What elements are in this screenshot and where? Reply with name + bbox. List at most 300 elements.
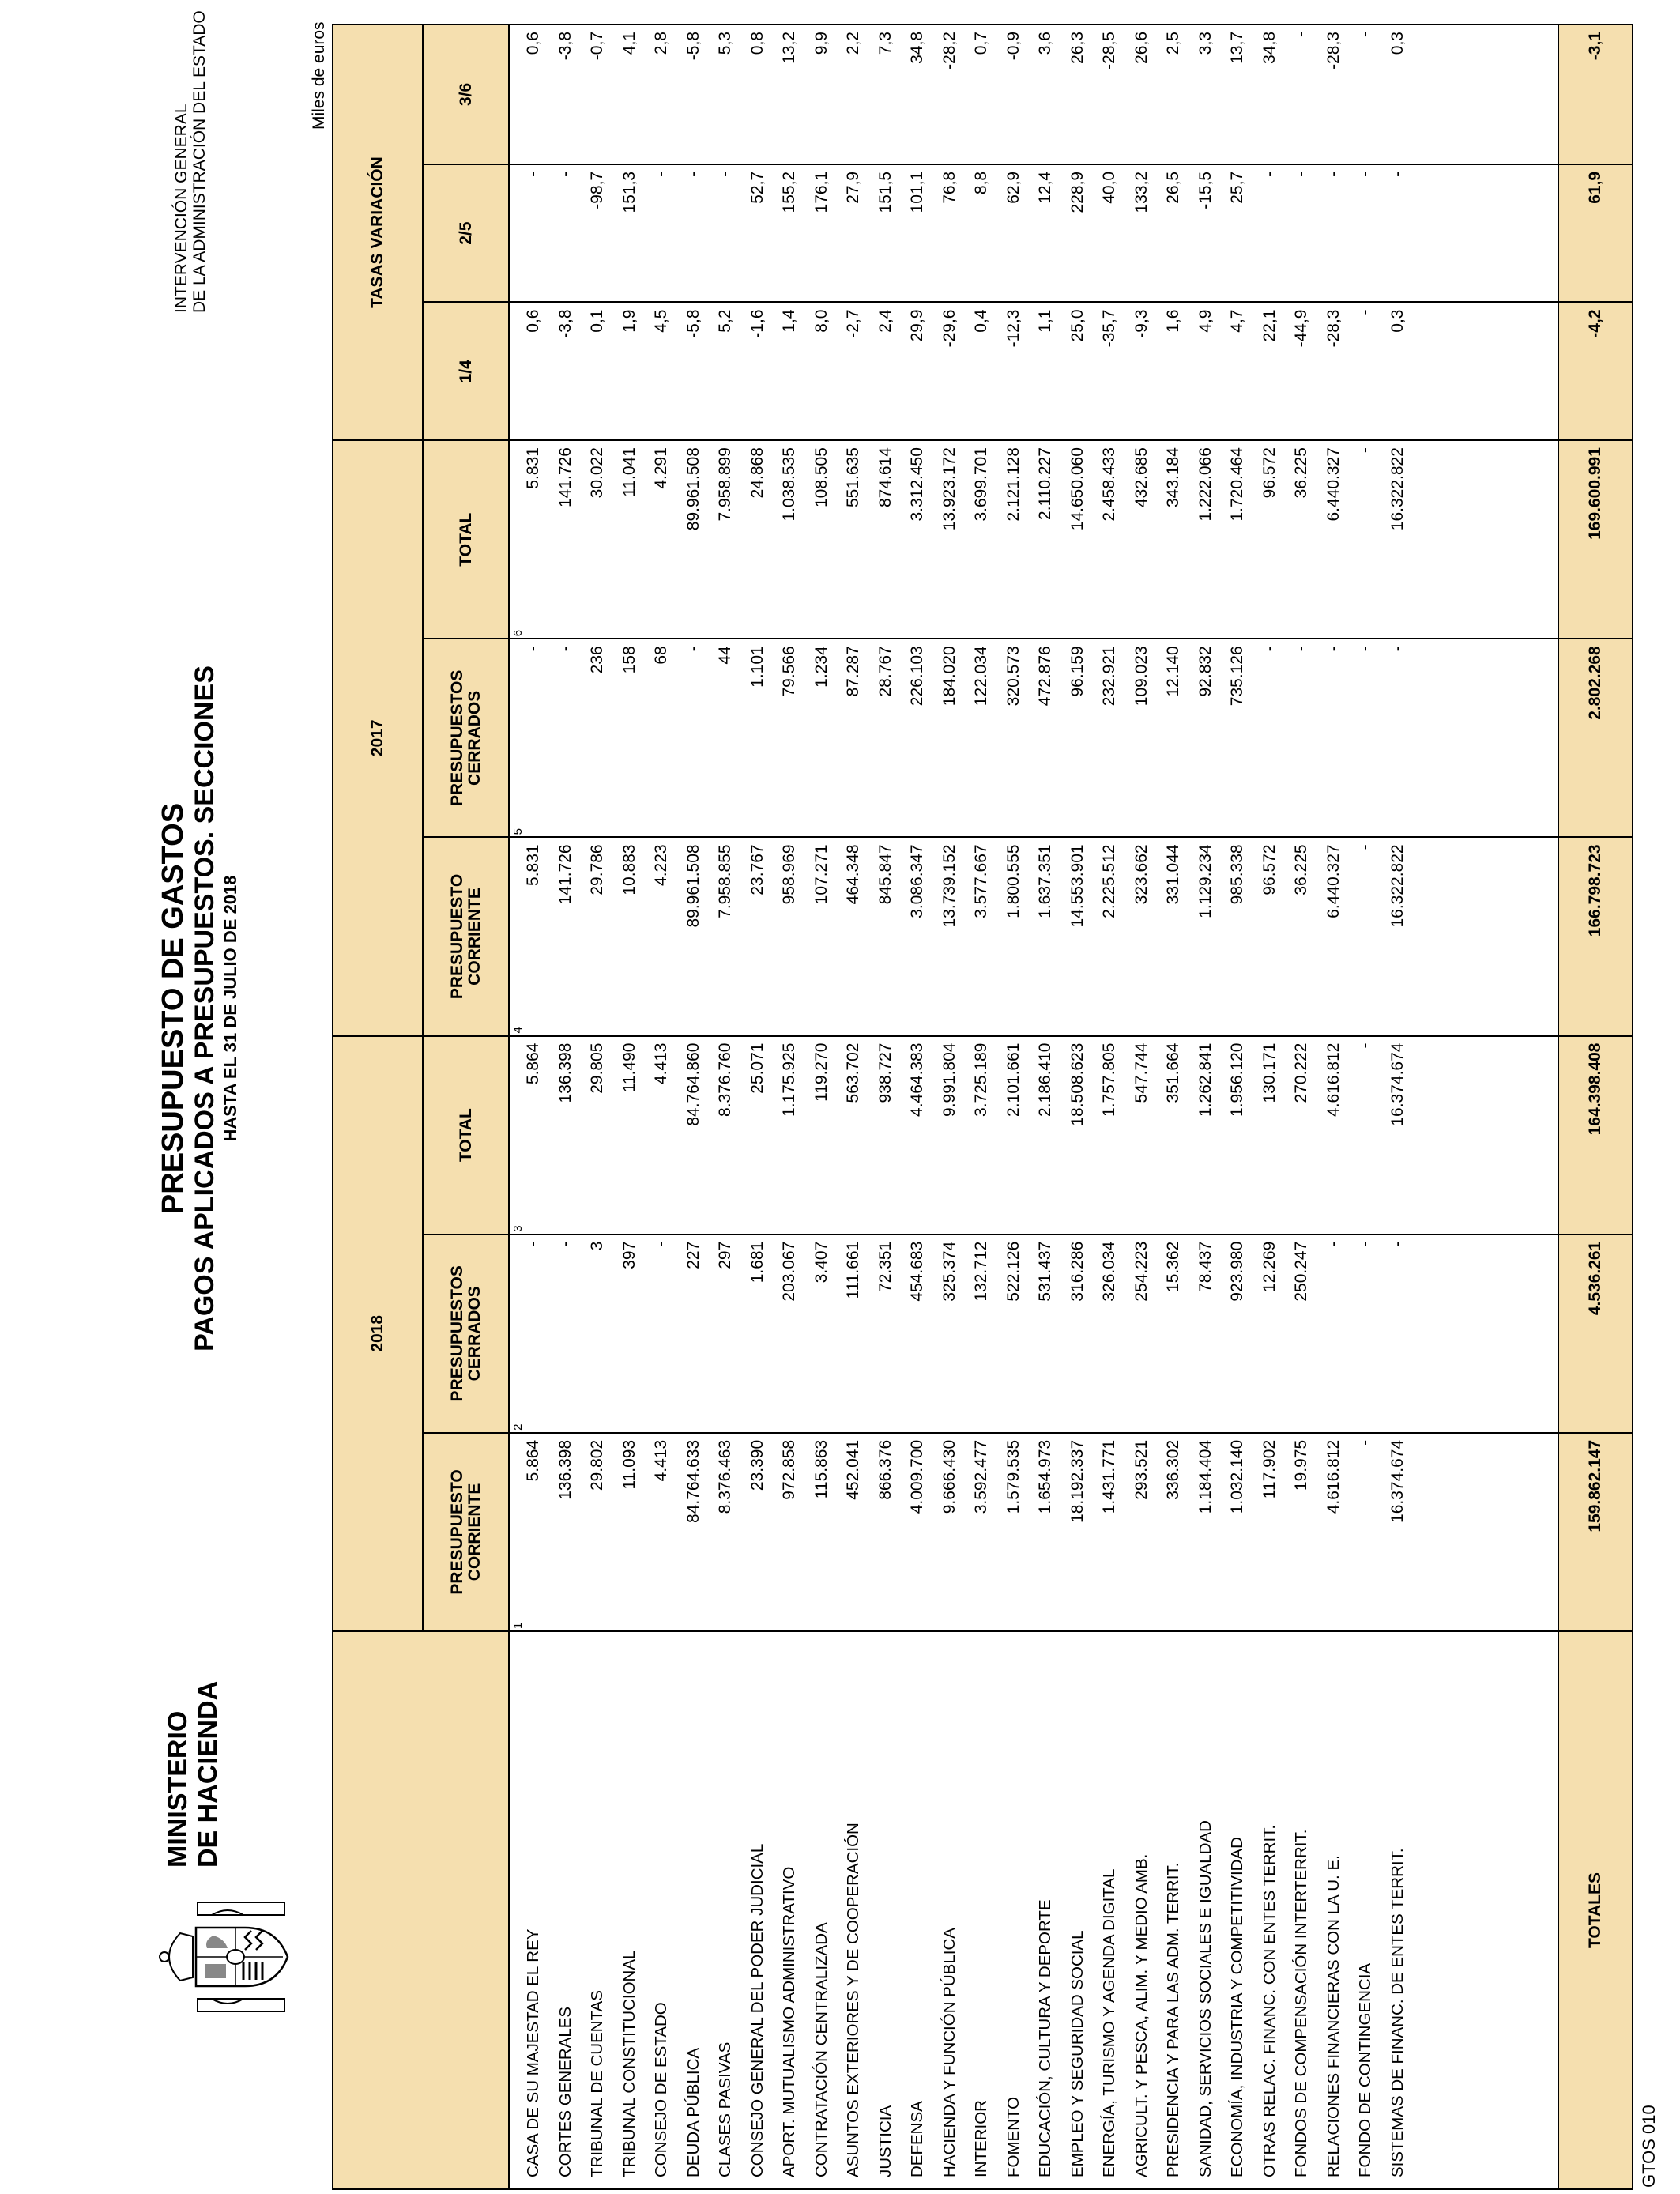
cell-value: 36.225 (1292, 844, 1310, 895)
cell-value: 8.376.760 (716, 1042, 734, 1117)
cell-value: - (1388, 1241, 1407, 1247)
cell-value: 16.374.674 (1388, 1439, 1407, 1523)
cell-value: 23.390 (748, 1439, 767, 1491)
cell-value: - (524, 1241, 542, 1247)
cell-value: 1.720.464 (1228, 447, 1246, 522)
cell-value: 958.969 (780, 844, 798, 905)
organization-name (172, 10, 209, 313)
title-line-1: PRESUPUESTO DE GASTOS (156, 802, 190, 1215)
total-c3: 164.398.408 (1558, 1036, 1633, 1235)
cell-value: 72.351 (876, 1241, 895, 1292)
cell-value: 119.270 (812, 1042, 831, 1102)
cell-value: 397 (620, 1241, 638, 1269)
cell-value: 0,1 (588, 309, 606, 333)
section-name: CASA DE SU MAJESTAD EL REY (524, 1928, 542, 2177)
cell-value: 23.767 (748, 844, 767, 895)
cell-value: -15,5 (1196, 171, 1215, 209)
cell-value: 111.661 (844, 1241, 862, 1299)
values-column-2 (509, 1235, 1558, 1433)
col-header-text: PRESUPUESTOS (447, 669, 466, 806)
cell-value: 3,6 (1036, 32, 1054, 55)
column-number: 5 (511, 828, 525, 835)
title-line-2: PAGOS APLICADOS A PRESUPUESTOS. SECCIONES (190, 665, 220, 1351)
cell-value: 133,2 (1132, 171, 1151, 213)
cell-value: 1.038.535 (780, 447, 798, 522)
cell-value: - (1356, 1241, 1374, 1247)
cell-value: -35,7 (1100, 309, 1118, 348)
section-name: SANIDAD, SERVICIOS SOCIALES E IGUALDAD (1196, 1820, 1215, 2177)
cell-value: 89.961.508 (684, 844, 703, 928)
cell-value: 3.592.477 (972, 1439, 990, 1514)
cell-value: 336.302 (1164, 1439, 1182, 1500)
section-name: CONTRATACIÓN CENTRALIZADA (812, 1922, 831, 2177)
cell-value: 2,4 (876, 309, 895, 333)
cell-value: 92.832 (1196, 646, 1215, 697)
cell-value: 316.286 (1068, 1241, 1087, 1302)
col-header-text: PRESUPUESTO (447, 873, 466, 1000)
cell-value: 3.577.667 (972, 844, 990, 918)
cell-value: - (1356, 32, 1374, 37)
cell-value: 972.858 (780, 1439, 798, 1500)
section-name: TRIBUNAL CONSTITUCIONAL (620, 1950, 638, 2177)
cell-value: 151,3 (620, 171, 638, 213)
cell-value: 4,7 (1228, 309, 1246, 333)
col-header-total-2017: TOTAL (423, 440, 509, 639)
cell-value: 0,8 (748, 32, 767, 55)
cell-value: 4.223 (652, 844, 670, 886)
cell-value: 136.398 (556, 1439, 574, 1500)
cell-value: 62,9 (1004, 171, 1023, 204)
col-header-text: PRESUPUESTO (447, 1469, 466, 1595)
cell-value: 4.464.383 (908, 1042, 926, 1117)
cell-value: 551.635 (844, 447, 862, 508)
cell-value: -44,9 (1292, 309, 1310, 348)
cell-value: 0,7 (972, 32, 990, 55)
section-name: RELACIONES FINANCIERAS CON LA U. E. (1324, 1855, 1343, 2177)
column-number: 3 (511, 1225, 525, 1232)
rate-column-2-5 (509, 164, 1558, 303)
cell-value: 1.654.973 (1036, 1439, 1054, 1514)
cell-value: -28,3 (1324, 309, 1343, 348)
cell-value: 27,9 (844, 171, 862, 204)
cell-value: 228,9 (1068, 171, 1087, 213)
cell-value: 866.376 (876, 1439, 895, 1500)
cell-value: 5,2 (716, 309, 734, 333)
cell-value: - (684, 171, 703, 177)
cell-value: 2,8 (652, 32, 670, 55)
cell-value: 89.961.508 (684, 447, 703, 531)
section-name: FONDOS DE COMPENSACIÓN INTERTERRIT. (1292, 1829, 1310, 2177)
section-name: OTRAS RELAC. FINANC. CON ENTES TERRIT. (1260, 1824, 1279, 2177)
cell-value: 2.101.661 (1004, 1042, 1023, 1117)
cell-value: 13.923.172 (940, 447, 959, 531)
col-header-text: CORRIENTE (465, 1483, 484, 1581)
col-header-text: CERRADOS (465, 690, 484, 786)
total-rate-3-6: -3,1 (1558, 25, 1633, 164)
cell-value: 96.572 (1260, 447, 1279, 499)
cell-value: 1.262.841 (1196, 1042, 1215, 1117)
cell-value: 40,0 (1100, 171, 1118, 204)
section-name: DEFENSA (908, 2101, 926, 2177)
cell-value: 16.374.674 (1388, 1042, 1407, 1126)
section-name: HACIENDA Y FUNCIÓN PÚBLICA (940, 1928, 959, 2177)
cell-value: - (556, 171, 574, 177)
section-name: SISTEMAS DE FINANC. DE ENTES TERRIT. (1388, 1848, 1407, 2177)
cell-value: 2.110.227 (1036, 447, 1054, 520)
cell-value: -12,3 (1004, 309, 1023, 348)
cell-value: - (652, 1241, 670, 1247)
cell-value: -5,8 (684, 32, 703, 61)
cell-value: 108.505 (812, 447, 831, 508)
cell-value: 270.222 (1292, 1042, 1310, 1103)
cell-value: 232.921 (1100, 646, 1118, 707)
cell-value: - (1356, 1439, 1374, 1446)
cell-value: 30.022 (588, 447, 606, 499)
cell-value: 226.103 (908, 646, 926, 707)
cell-value: 29.805 (588, 1042, 606, 1094)
cell-value: - (556, 646, 574, 652)
cell-value: 8,8 (972, 171, 990, 195)
cell-value: 7.958.899 (716, 447, 734, 522)
cell-value: 115.863 (812, 1439, 831, 1499)
cell-value: 12.140 (1164, 646, 1182, 697)
col-header-text: CERRADOS (465, 1286, 484, 1382)
cell-value: 34,8 (908, 32, 926, 64)
cell-value: 0,6 (524, 309, 542, 333)
section-name: ECONOMÍA, INDUSTRIA Y COMPETITIVIDAD (1228, 1837, 1246, 2177)
cell-value: 325.374 (940, 1241, 959, 1302)
cell-value: 12,4 (1036, 171, 1054, 204)
cell-value: 76,8 (940, 171, 959, 204)
cell-value: 68 (652, 646, 670, 665)
cell-value: 8,0 (812, 309, 831, 333)
cell-value: 1.431.771 (1100, 1439, 1118, 1514)
cell-value: 3 (588, 1241, 606, 1251)
cell-value: 326.034 (1100, 1241, 1118, 1302)
cell-value: - (1260, 646, 1279, 652)
cell-value: 4,1 (620, 32, 638, 55)
section-name: JUSTICIA (876, 2105, 895, 2177)
cell-value: 531.437 (1036, 1241, 1054, 1302)
cell-value: 735.126 (1228, 646, 1246, 707)
section-name: CONSEJO GENERAL DEL PODER JUDICIAL (748, 1843, 767, 2177)
cell-value: - (1356, 646, 1374, 652)
total-c2: 4.536.261 (1558, 1235, 1633, 1433)
cell-value: 1.757.805 (1100, 1042, 1118, 1117)
cell-value: 2.458.433 (1100, 447, 1118, 522)
body-row (509, 25, 1558, 2189)
cell-value: 464.348 (844, 844, 862, 905)
column-number: 2 (511, 1423, 525, 1431)
cell-value: 14.650.060 (1068, 447, 1087, 531)
cell-value: 3.699.701 (972, 447, 990, 522)
cell-value: 845.847 (876, 844, 895, 905)
cell-value: 2,5 (1164, 32, 1182, 55)
cell-value: 15.362 (1164, 1241, 1182, 1292)
cell-value: 12.269 (1260, 1241, 1279, 1292)
cell-value: 29.786 (588, 844, 606, 895)
ministry-name (163, 1681, 223, 1868)
cell-value: 26,3 (1068, 32, 1087, 64)
cell-value: -2,7 (844, 309, 862, 338)
ministry-line-2: DE HACIENDA (193, 1680, 223, 1868)
cell-value: 3.407 (812, 1241, 831, 1284)
cell-value: 1.032.140 (1228, 1439, 1246, 1514)
cell-value: 923.980 (1228, 1241, 1246, 1302)
units-label: Miles de euros (310, 21, 328, 130)
cell-value: 250.247 (1292, 1241, 1310, 1302)
cell-value: - (1292, 171, 1310, 177)
cell-value: 36.225 (1292, 447, 1310, 499)
cell-value: - (1260, 171, 1279, 177)
cell-value: 5.864 (524, 1439, 542, 1482)
cell-value: 9,9 (812, 32, 831, 55)
cell-value: 323.662 (1132, 844, 1151, 905)
cell-value: 1.234 (812, 646, 831, 688)
section-name: EMPLEO Y SEGURIDAD SOCIAL (1068, 1930, 1087, 2177)
cell-value: 130.171 (1260, 1042, 1279, 1103)
cell-value: 14.553.901 (1068, 844, 1087, 928)
cell-value: - (1388, 171, 1407, 177)
cell-value: 297 (716, 1241, 734, 1269)
cell-value: 4,5 (652, 309, 670, 333)
total-c6: 169.600.991 (1558, 440, 1633, 639)
cell-value: 1,4 (780, 309, 798, 333)
cell-value: 4.616.812 (1324, 1439, 1343, 1514)
section-name: CORTES GENERALES (556, 2006, 574, 2177)
cell-value: 84.764.633 (684, 1439, 703, 1523)
cell-value: 454.683 (908, 1241, 926, 1302)
cell-value: 78.437 (1196, 1241, 1215, 1292)
cell-value: - (1356, 447, 1374, 454)
cell-value: 293.521 (1132, 1439, 1151, 1500)
cell-value: 29,9 (908, 309, 926, 342)
column-number: 6 (511, 629, 525, 637)
cell-value: 1.101 (748, 646, 767, 688)
col-header-pc-2018 (423, 1433, 509, 1631)
cell-value: 18.508.623 (1068, 1042, 1087, 1126)
cell-value: 141.726 (556, 844, 574, 905)
totals-row (1558, 25, 1633, 2189)
cell-value: - (716, 171, 734, 177)
rate-column-1-4 (509, 303, 1558, 441)
cell-value: - (1324, 646, 1343, 652)
cell-value: 1.681 (748, 1241, 767, 1284)
cell-value: -1,6 (748, 309, 767, 338)
cell-value: 96.159 (1068, 646, 1087, 697)
cell-value: 4.413 (652, 1439, 670, 1482)
cell-value: 6.440.327 (1324, 844, 1343, 918)
column-number: 4 (511, 1027, 525, 1034)
cell-value: 22,1 (1260, 309, 1279, 342)
values-column-4 (509, 837, 1558, 1035)
cell-value: 19.975 (1292, 1439, 1310, 1491)
section-name: ENERGÍA, TURISMO Y AGENDA DIGITAL (1100, 1868, 1118, 2177)
cell-value: 25,7 (1228, 171, 1246, 204)
cell-value: 1.129.234 (1196, 844, 1215, 918)
report-title (156, 534, 242, 1483)
cell-value: 1,9 (620, 309, 638, 333)
cell-value: 452.041 (844, 1439, 862, 1500)
cell-value: 26,6 (1132, 32, 1151, 64)
section-name: FOMENTO (1004, 2096, 1023, 2177)
cell-value: 1,1 (1036, 309, 1054, 333)
cell-value: - (1292, 32, 1310, 37)
col-header-pc-2017 (423, 837, 509, 1035)
cell-value: 151,5 (876, 171, 895, 213)
cell-value: 203.067 (780, 1241, 798, 1302)
cell-value: 236 (588, 646, 606, 674)
cell-value: - (1324, 1241, 1343, 1247)
section-name: DEUDA PÚBLICA (684, 2047, 703, 2177)
cell-value: 0,3 (1388, 32, 1407, 55)
col-header-pcer-2017 (423, 639, 509, 837)
cell-value: -0,7 (588, 32, 606, 61)
cell-value: 141.726 (556, 447, 574, 508)
cell-value: 985.338 (1228, 844, 1246, 905)
cell-value: -29,6 (940, 309, 959, 348)
ministry-line-1: MINISTERIO (163, 1710, 193, 1868)
col-header-rate-2-5: 2/5 (423, 164, 509, 303)
cell-value: 117.902 (1260, 1439, 1279, 1499)
cell-value: - (1292, 646, 1310, 652)
cell-value: 938.727 (876, 1042, 895, 1103)
cell-value: 25.071 (748, 1042, 767, 1094)
cell-value: 3,3 (1196, 32, 1215, 55)
cell-value: 4,9 (1196, 309, 1215, 333)
total-c5: 2.802.268 (1558, 639, 1633, 837)
cell-value: 16.322.822 (1388, 844, 1407, 928)
cell-value: 6.440.327 (1324, 447, 1343, 522)
col-header-rate-3-6: 3/6 (423, 25, 509, 164)
cell-value: 3.086.347 (908, 844, 926, 918)
org-line-2: DE LA ADMINISTRACIÓN DEL ESTADO (190, 10, 209, 313)
cell-value: 4.616.812 (1324, 1042, 1343, 1117)
values-column-3 (509, 1036, 1558, 1235)
col-header-text: PRESUPUESTOS (447, 1265, 466, 1402)
cell-value: 13.739.152 (940, 844, 959, 928)
values-column-5 (509, 639, 1558, 837)
cell-value: 122.034 (972, 646, 990, 707)
cell-value: 320.573 (1004, 646, 1023, 707)
cell-value: - (1324, 171, 1343, 177)
cell-value: 472.876 (1036, 646, 1054, 707)
cell-value: 34,8 (1260, 32, 1279, 64)
col-header-total-2018: TOTAL (423, 1036, 509, 1235)
cell-value: 0,6 (524, 32, 542, 55)
cell-value: 84.764.860 (684, 1042, 703, 1126)
cell-value: - (652, 171, 670, 177)
cell-value: 432.685 (1132, 447, 1151, 508)
expense-payments-table (332, 24, 1633, 2190)
cell-value: 11.041 (620, 447, 638, 497)
cell-value: 52,7 (748, 171, 767, 204)
cell-value: 29.802 (588, 1439, 606, 1491)
cell-value: 11.490 (620, 1042, 638, 1093)
cell-value: 1.637.351 (1036, 844, 1054, 918)
cell-value: 1.956.120 (1228, 1042, 1246, 1117)
col-header-pcer-2018 (423, 1235, 509, 1433)
cell-value: 107.271 (812, 844, 831, 905)
cell-value: 2.121.128 (1004, 447, 1023, 522)
section-header-cell (333, 1631, 509, 2189)
section-name: APORT. MUTUALISMO ADMINISTRATIVO (780, 1866, 798, 2177)
cell-value: 4.009.700 (908, 1439, 926, 1514)
cell-value: - (1356, 844, 1374, 850)
footer-code: GTOS 010 (1639, 2105, 1659, 2188)
cell-value: 522.126 (1004, 1241, 1023, 1302)
cell-value: 331.044 (1164, 844, 1182, 905)
cell-value: 132.712 (972, 1241, 990, 1302)
cell-value: - (556, 1241, 574, 1247)
cell-value: -28,3 (1324, 32, 1343, 70)
cell-value: 5.831 (524, 844, 542, 886)
cell-value: -98,7 (588, 171, 606, 209)
section-name: EDUCACIÓN, CULTURA Y DEPORTE (1036, 1899, 1054, 2177)
group-header-row (333, 25, 423, 2189)
column-number: 1 (511, 1622, 525, 1629)
cell-value: 4.413 (652, 1042, 670, 1085)
cell-value: 2.225.512 (1100, 844, 1118, 918)
group-2018: 2018 (333, 1036, 423, 1631)
cell-value: 24.868 (748, 447, 767, 499)
cell-value: 2.186.410 (1036, 1042, 1054, 1117)
cell-value: 1.800.555 (1004, 844, 1023, 918)
cell-value: 176,1 (812, 171, 831, 213)
total-c4: 166.798.723 (1558, 837, 1633, 1035)
cell-value: 25,0 (1068, 309, 1087, 342)
cell-value: 11.093 (620, 1439, 638, 1490)
total-rate-1-4: -4,2 (1558, 303, 1633, 441)
cell-value: 227 (684, 1241, 703, 1269)
section-name: ASUNTOS EXTERIORES Y DE COOPERACIÓN (844, 1823, 862, 2177)
group-2017: 2017 (333, 440, 423, 1035)
cell-value: 351.664 (1164, 1042, 1182, 1103)
cell-value: 0,3 (1388, 309, 1407, 333)
cell-value: 18.192.337 (1068, 1439, 1087, 1523)
cell-value: 343.184 (1164, 447, 1182, 508)
cell-value: - (684, 646, 703, 652)
title-line-3: HASTA EL 31 DE JULIO DE 2018 (220, 875, 240, 1142)
section-name: TRIBUNAL DE CUENTAS (588, 1990, 606, 2177)
cell-value: - (1356, 1042, 1374, 1049)
coat-of-arms-icon (156, 1898, 297, 2016)
cell-value: 26,5 (1164, 171, 1182, 204)
cell-value: -5,8 (684, 309, 703, 338)
cell-value: 10.883 (620, 844, 638, 895)
section-name: CONSEJO DE ESTADO (652, 2002, 670, 2177)
cell-value: 2,2 (844, 32, 862, 55)
cell-value: 1,6 (1164, 309, 1182, 333)
cell-value: 13,7 (1228, 32, 1246, 64)
cell-value: 7.958.855 (716, 844, 734, 918)
cell-value: 1.222.066 (1196, 447, 1215, 522)
cell-value: 9.991.804 (940, 1042, 959, 1117)
cell-value: 101,1 (908, 171, 926, 213)
cell-value: 44 (716, 646, 734, 665)
cell-value: 0,4 (972, 309, 990, 333)
cell-value: 1.184.404 (1196, 1439, 1215, 1514)
cell-value: 7,3 (876, 32, 895, 55)
cell-value: - (524, 171, 542, 177)
rate-column-3-6 (509, 25, 1558, 164)
cell-value: 3.725.189 (972, 1042, 990, 1117)
total-rate-2-5: 61,9 (1558, 164, 1633, 303)
section-name: CLASES PASIVAS (716, 2041, 734, 2177)
section-name: FONDO DE CONTINGENCIA (1356, 1962, 1374, 2177)
cell-value: 96.572 (1260, 844, 1279, 895)
cell-value: -3,8 (556, 309, 574, 338)
